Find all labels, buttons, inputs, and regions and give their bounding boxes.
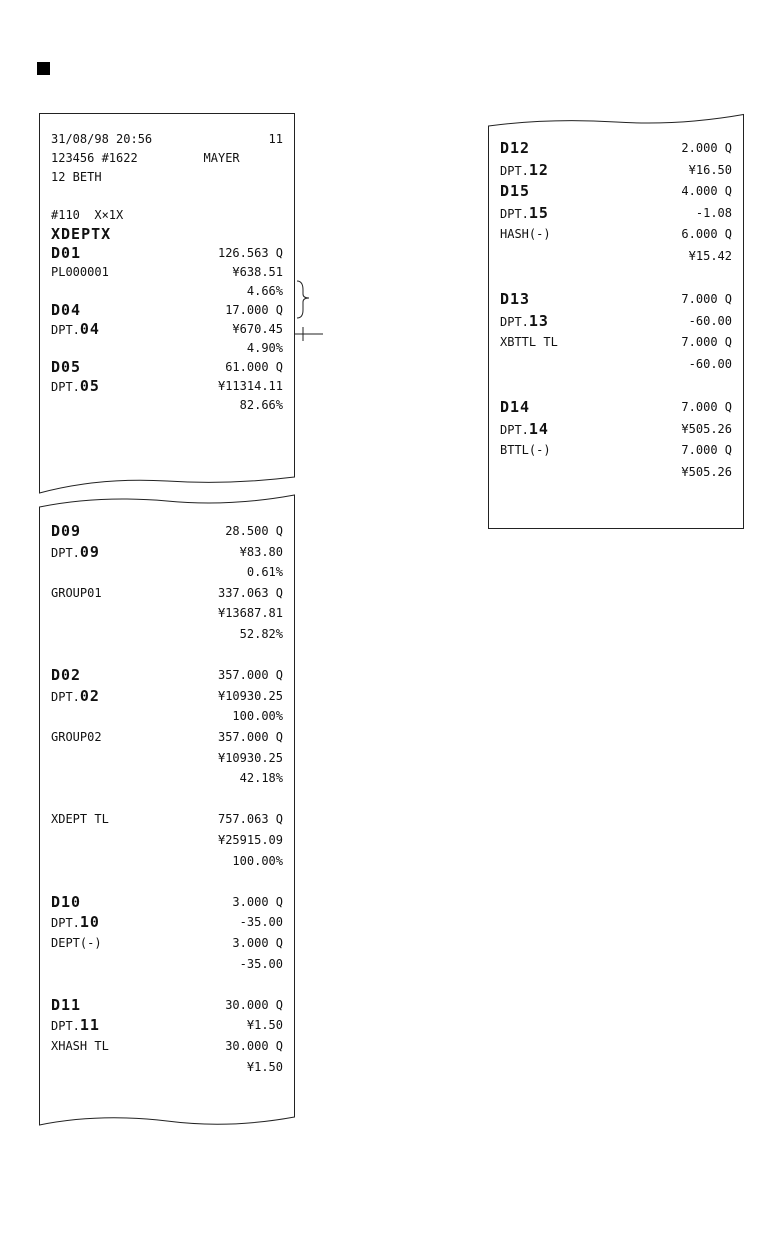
line-value: 3.000 Q [232, 936, 283, 950]
line-value: 82.66% [239, 398, 283, 412]
receipt-line [39, 583, 295, 603]
line-value: 17.000 Q [225, 303, 283, 317]
line-label: DPT.09 [51, 542, 100, 561]
dept-number: 12 [528, 160, 549, 179]
dept-number: 09 [79, 542, 100, 561]
receipt-line [488, 419, 744, 439]
line-label: D10 [51, 892, 82, 911]
receipt-line [39, 167, 295, 187]
line-value: 4.66% [246, 284, 283, 298]
line-value: 28.500 Q [225, 524, 283, 538]
dept-number: 05 [79, 377, 100, 395]
line-value: 2.000 Q [681, 141, 732, 155]
line-label: DPT.15 [500, 203, 549, 222]
receipt-line [488, 246, 744, 266]
line-value: 126.563 Q [217, 246, 283, 260]
receipt-line [39, 706, 295, 726]
receipt-line [39, 1057, 295, 1077]
receipt-line [488, 311, 744, 331]
line-value: ¥13687.81 [217, 606, 283, 621]
line-value: -1.08 [695, 205, 732, 220]
receipt-line [39, 395, 295, 415]
line-label: D15 [500, 182, 531, 201]
line-label: DPT.10 [51, 913, 100, 932]
line-label: D13 [500, 290, 531, 309]
line-value: ¥670.45 [232, 322, 283, 336]
line-label: D14 [500, 398, 531, 417]
line-value: ¥10930.25 [217, 688, 283, 703]
line-value: 757.063 Q [217, 812, 283, 827]
receipt-line [39, 603, 295, 623]
receipt-line [488, 268, 744, 288]
receipt-line [39, 665, 295, 685]
line-label: DPT.04 [51, 320, 100, 338]
line-value: ¥505.26 [681, 465, 732, 479]
line-label: XHASH TL [51, 1039, 109, 1053]
line-value: 0.61% [246, 565, 283, 580]
line-label: D01 [51, 244, 82, 262]
receipt-line [39, 205, 295, 225]
receipt-line [39, 892, 295, 912]
line-value: 30.000 Q [225, 997, 283, 1012]
receipt-bottom [39, 493, 295, 1129]
receipt-line [39, 727, 295, 747]
line-label: 123456 #1622 [51, 151, 138, 165]
line-value: ¥10930.25 [217, 750, 283, 765]
dept-number: 04 [79, 320, 100, 338]
receipt-line [39, 357, 295, 377]
line-label: HASH(-) [500, 227, 551, 242]
receipt-line [39, 933, 295, 953]
receipt-line [488, 289, 744, 309]
dept-number: 10 [79, 913, 100, 932]
dept-number: 14 [528, 419, 549, 438]
line-value: 357.000 Q [217, 730, 283, 744]
receipt-line [39, 686, 295, 706]
receipt-line [488, 224, 744, 244]
line-label: GROUP01 [51, 585, 102, 600]
receipt-line [39, 748, 295, 768]
line-label: DEPT(-) [51, 936, 102, 950]
receipt-line [39, 768, 295, 788]
receipt-line [39, 243, 295, 263]
receipt-right [488, 114, 744, 529]
receipt-line [39, 281, 295, 301]
line-value: 7.000 Q [681, 443, 732, 458]
line-value: MAYER [203, 151, 283, 165]
line-label: 31/08/98 20:56 [51, 132, 153, 146]
line-value: 4.90% [246, 341, 283, 355]
receipt-line [39, 1036, 295, 1056]
line-value: 11 [268, 132, 283, 146]
annotation-pointer [295, 280, 325, 345]
dept-number: 02 [79, 686, 100, 705]
line-value: ¥1.50 [246, 1018, 283, 1033]
line-label: XDEPTX [51, 225, 112, 243]
receipt-line [39, 954, 295, 974]
receipt-line [488, 203, 744, 223]
receipt-line [488, 138, 744, 158]
receipt-line [488, 181, 744, 201]
line-value: 7.000 Q [681, 400, 732, 415]
line-value: ¥505.26 [681, 421, 732, 436]
line-value: ¥1.50 [246, 1059, 283, 1074]
receipt-line [39, 562, 295, 582]
line-label: XBTTL TL [500, 335, 558, 350]
line-value: ¥15.42 [688, 249, 732, 263]
receipt-line [488, 354, 744, 374]
receipt-line [488, 332, 744, 352]
receipt-line [39, 974, 295, 994]
line-label: BTTL(-) [500, 443, 551, 458]
line-label: D11 [51, 995, 82, 1014]
receipt-line [39, 1015, 295, 1035]
receipt-line [39, 624, 295, 644]
line-value: ¥638.51 [232, 265, 283, 279]
line-value: 6.000 Q [681, 227, 732, 242]
line-value: ¥11314.11 [217, 379, 283, 393]
dept-number: 15 [528, 203, 549, 222]
receipt-line [488, 440, 744, 460]
line-value: ¥25915.09 [217, 833, 283, 847]
brace-pointer [297, 281, 309, 318]
line-label: DPT.13 [500, 311, 549, 330]
receipt-line [39, 851, 295, 871]
receipt-line [39, 376, 295, 396]
receipt-line [488, 397, 744, 417]
line-label: XDEPT TL [51, 812, 109, 827]
line-label: DPT.12 [500, 160, 549, 179]
line-value: 100.00% [232, 853, 283, 868]
receipt-line [39, 338, 295, 358]
line-value: -35.00 [239, 915, 283, 930]
line-value: 7.000 Q [681, 335, 732, 350]
receipt-line [39, 300, 295, 320]
line-value: 30.000 Q [225, 1039, 283, 1053]
line-value: -60.00 [688, 313, 732, 328]
receipt-line [39, 809, 295, 829]
receipt-line [39, 645, 295, 665]
receipt-line [39, 521, 295, 541]
line-value: 100.00% [232, 709, 283, 724]
line-value: -35.00 [239, 956, 283, 971]
receipt-line [39, 912, 295, 932]
line-value: 4.000 Q [681, 184, 732, 199]
line-label: D02 [51, 666, 82, 685]
receipt-line [39, 129, 295, 149]
line-value: ¥16.50 [688, 162, 732, 177]
line-value: 3.000 Q [232, 894, 283, 909]
receipt-line [39, 542, 295, 562]
receipt-line [39, 224, 295, 244]
line-label: DPT.05 [51, 377, 100, 395]
line-value: 7.000 Q [681, 292, 732, 307]
line-value: 42.18% [239, 771, 283, 786]
line-label: D05 [51, 358, 82, 376]
line-value: 61.000 Q [225, 360, 283, 374]
line-label: GROUP02 [51, 730, 102, 744]
receipt-line [488, 376, 744, 396]
dept-number: 13 [528, 311, 549, 330]
line-label: #110 X×1X [51, 208, 124, 222]
receipt-line [488, 462, 744, 482]
receipt-line [39, 871, 295, 891]
receipt-top [39, 113, 295, 493]
receipt-line [39, 319, 295, 339]
receipt-line [39, 262, 295, 282]
line-label: PL000001 [51, 265, 109, 279]
line-value: -60.00 [688, 357, 732, 371]
line-label: D09 [51, 522, 82, 540]
receipt-line [39, 789, 295, 809]
line-label: D12 [500, 139, 531, 157]
line-label: DPT.14 [500, 419, 549, 438]
section-bullet-icon [37, 62, 50, 75]
receipt-line [488, 160, 744, 180]
line-label: DPT.02 [51, 686, 100, 705]
receipt-line [39, 148, 295, 168]
line-value: 337.063 Q [217, 585, 283, 600]
line-label: 12 BETH [51, 170, 102, 184]
line-label: D04 [51, 301, 82, 319]
line-value: 52.82% [239, 627, 283, 641]
line-value: 357.000 Q [217, 668, 283, 683]
dept-number: 11 [79, 1016, 100, 1035]
receipt-line [39, 830, 295, 850]
receipt-line [39, 995, 295, 1015]
line-value: ¥83.80 [239, 544, 283, 559]
line-label: DPT.11 [51, 1016, 100, 1035]
